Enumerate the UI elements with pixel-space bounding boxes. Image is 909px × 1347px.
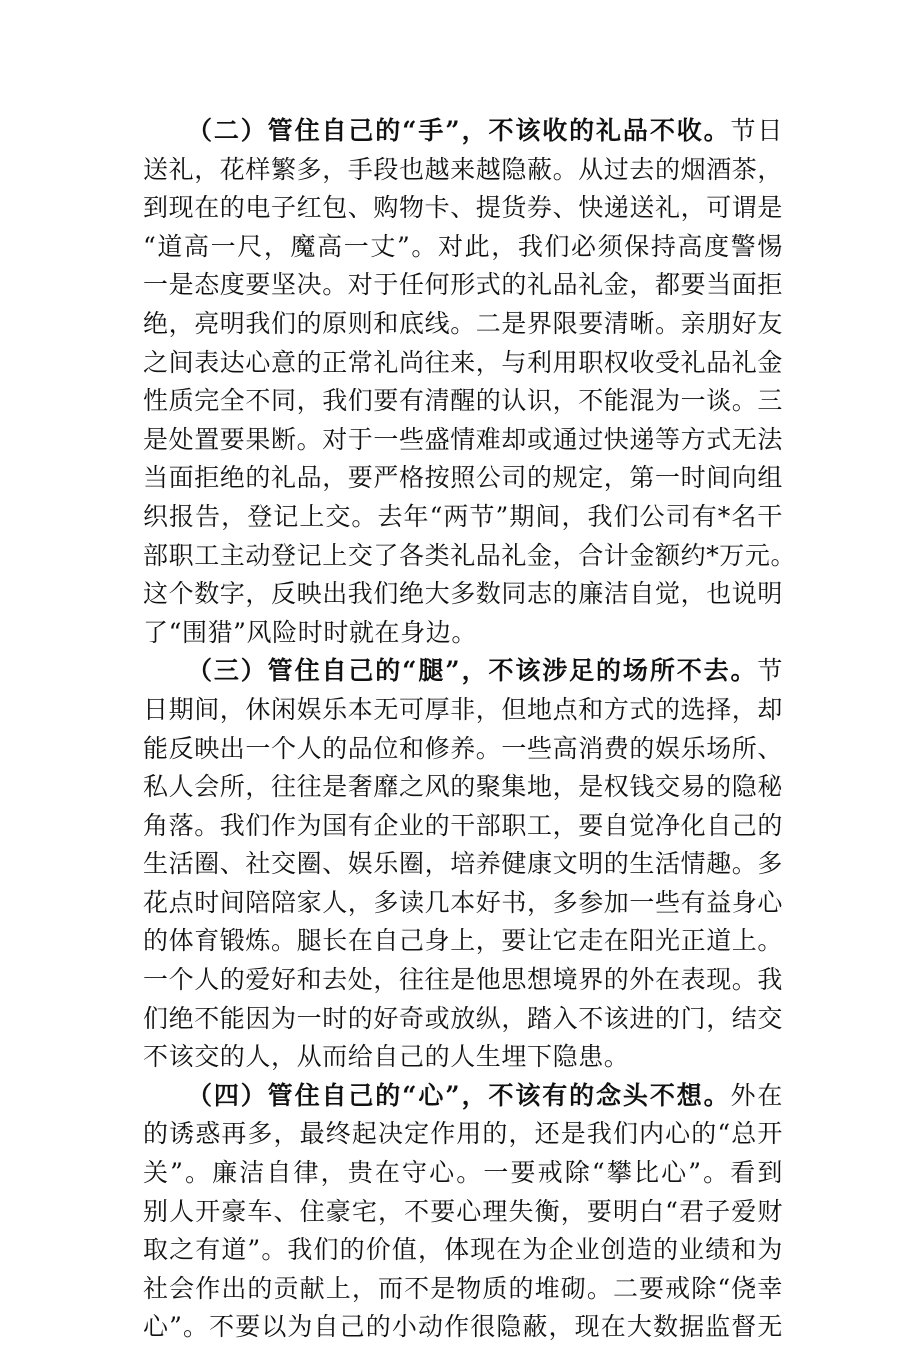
text-line: 取之有道”。我们的价值，体现在为企业创造的业绩和为 [143, 1235, 783, 1265]
text-line: 织报告，登记上交。去年“两节”期间，我们公司有*名干 [143, 501, 783, 531]
text-line: 私人会所，往往是奢靡之风的聚集地，是权钱交易的隐秘 [143, 772, 784, 802]
text-line: 一是态度要坚决。对于任何形式的礼品礼金，都要当面拒 [143, 270, 784, 300]
paragraph-heart [143, 1077, 783, 1347]
text-line: 是处置要果断。对于一些盛情难却或通过快递等方式无法 [143, 424, 784, 454]
body-text: 节日 [730, 116, 783, 145]
body-text: 外在 [730, 1080, 783, 1110]
paragraph-heading: （四）管住自己的“心”，不该有的念头不想。 [187, 1080, 731, 1110]
paragraph-heading: （三）管住自己的“腿”，不该涉足的场所不去。 [187, 656, 758, 686]
text-line: 不该交的人，从而给自己的人生埋下隐患。 [143, 1042, 630, 1072]
text-line: 到现在的电子红包、购物卡、提货券、快递送礼，可谓是 [143, 193, 784, 223]
text-line: 送礼，花样繁多，手段也越来越隐蔽。从过去的烟酒茶， [143, 154, 784, 184]
text-line: 日期间，休闲娱乐本无可厚非，但地点和方式的选择，却 [143, 694, 784, 724]
paragraph-hands [143, 112, 797, 652]
paragraph-first-line [143, 652, 783, 691]
text-line: 的诱惑再多，最终起决定作用的，还是我们内心的“总开 [143, 1119, 783, 1149]
paragraph-legs [143, 652, 783, 1077]
paragraph-first-line [143, 112, 783, 151]
body-text: 节 [757, 656, 783, 686]
text-line: 了“围猎”风险时时就在身边。 [143, 617, 477, 647]
text-line: 这个数字，反映出我们绝大多数同志的廉洁自觉，也说明 [143, 579, 784, 609]
text-line: 当面拒绝的礼品，要严格按照公司的规定，第一时间向组 [143, 463, 784, 493]
text-line: 性质完全不同，我们要有清醒的认识，不能混为一谈。三 [143, 386, 784, 416]
text-line: 生活圈、社交圈、娱乐圈，培养健康文明的生活情趣。多 [143, 849, 784, 879]
paragraph-first-line [143, 1077, 783, 1116]
text-line: 绝，亮明我们的原则和底线。二是界限要清晰。亲朋好友 [143, 308, 784, 338]
paragraph-heading: （二）管住自己的“手”，不该收的礼品不收。 [187, 116, 731, 145]
text-line: 们绝不能因为一时的好奇或放纵，踏入不该进的门，结交 [143, 1003, 784, 1033]
text-line: 能反映出一个人的品位和修养。一些高消费的娱乐场所、 [143, 733, 784, 763]
text-line: 部职工主动登记上交了各类礼品礼金，合计金额约*万元。 [143, 540, 797, 570]
text-line: 社会作出的贡献上，而不是物质的堆砌。二要戒除“侥幸 [143, 1273, 783, 1303]
text-line: 心”。不要以为自己的小动作很隐蔽，现在大数据监督无 [143, 1312, 783, 1342]
text-line: “道高一尺，魔高一丈”。对此，我们必须保持高度警惕 [143, 231, 783, 261]
text-line: 别人开豪车、住豪宅，不要心理失衡，要明白“君子爱财 [143, 1196, 783, 1226]
document-body [143, 112, 797, 1347]
text-line: 角落。我们作为国有企业的干部职工，要自觉净化自己的 [143, 810, 784, 840]
text-line: 的体育锻炼。腿长在自己身上，要让它走在阳光正道上。 [143, 926, 784, 956]
text-line: 关”。廉洁自律，贵在守心。一要戒除“攀比心”。看到 [143, 1158, 783, 1188]
text-line: 花点时间陪陪家人，多读几本好书，多参加一些有益身心 [143, 887, 784, 917]
text-line: 之间表达心意的正常礼尚往来，与利用职权收受礼品礼金 [143, 347, 784, 377]
text-line: 一个人的爱好和去处，往往是他思想境界的外在表现。我 [143, 965, 784, 995]
